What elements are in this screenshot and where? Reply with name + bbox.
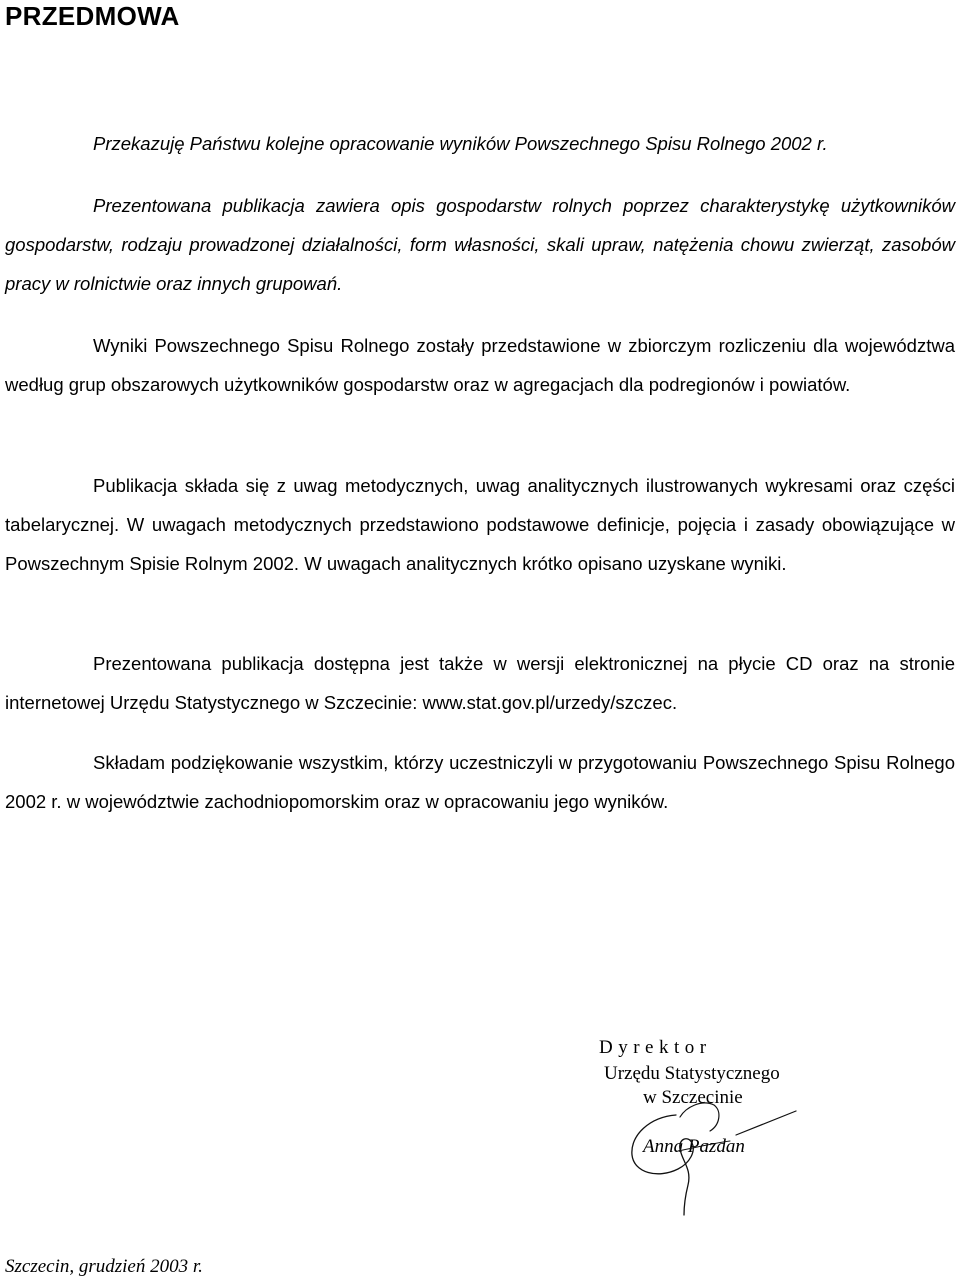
handwritten-signature [618, 1077, 808, 1217]
signatory-name: Anna Pazdan [643, 1136, 745, 1157]
signatory-city: w Szczecinie [643, 1087, 743, 1108]
place-and-date: Szczecin, grudzień 2003 r. [5, 1256, 203, 1277]
paragraph-intro: Przekazuję Państwu kolejne opracowanie wyników Powszechnego Spisu Rolnego 2002 r. [93, 133, 828, 154]
paragraph-publication-contents: Prezentowana publikacja zawiera opis gospodarstw rolnych poprzez charakterystykę użytkowników gospodarstw, rodzaju prowadzonej działalności, form własności, skali upraw, natężenia chowu zwierząt, zasobów pracy w rolnictwie oraz innych grupowań. [5, 195, 955, 294]
paragraph-results-presentation: Wyniki Powszechnego Spisu Rolnego zostały przedstawione w zbiorczym rozliczeniu dla województwa według grup obszarowych użytkowników gospodarstw oraz w agregacjach dla podregionów i powiatów. [5, 335, 955, 395]
page-title: PRZEDMOWA [5, 1, 180, 31]
signature-block [598, 1037, 848, 1197]
signatory-title: Dyrektor [599, 1037, 712, 1058]
paragraph-acknowledgement: Składam podziękowanie wszystkim, którzy uczestniczyli w przygotowaniu Powszechnego Spisu Rolnego 2002 r. w województwie zachodniopomorskim oraz w opracowaniu jego wyników. [5, 752, 955, 812]
signatory-office: Urzędu Statystycznego [604, 1063, 780, 1084]
paragraph-availability: Prezentowana publikacja dostępna jest także w wersji elektronicznej na płycie CD oraz na stronie internetowej Urzędu Statystycznego w Szczecinie: www.stat.gov.pl/urzedy/szczec. [5, 653, 955, 713]
paragraph-publication-structure: Publikacja składa się z uwag metodycznych, uwag analitycznych ilustrowanych wykresami oraz części tabelarycznej. W uwagach metodycznych przedstawiono podstawowe definicje, pojęcia i zasady obowiązujące w Powszechnym Spisie Rolnym 2002. W uwagach analitycznych krótko opisano uzyskane wyniki. [5, 475, 955, 574]
